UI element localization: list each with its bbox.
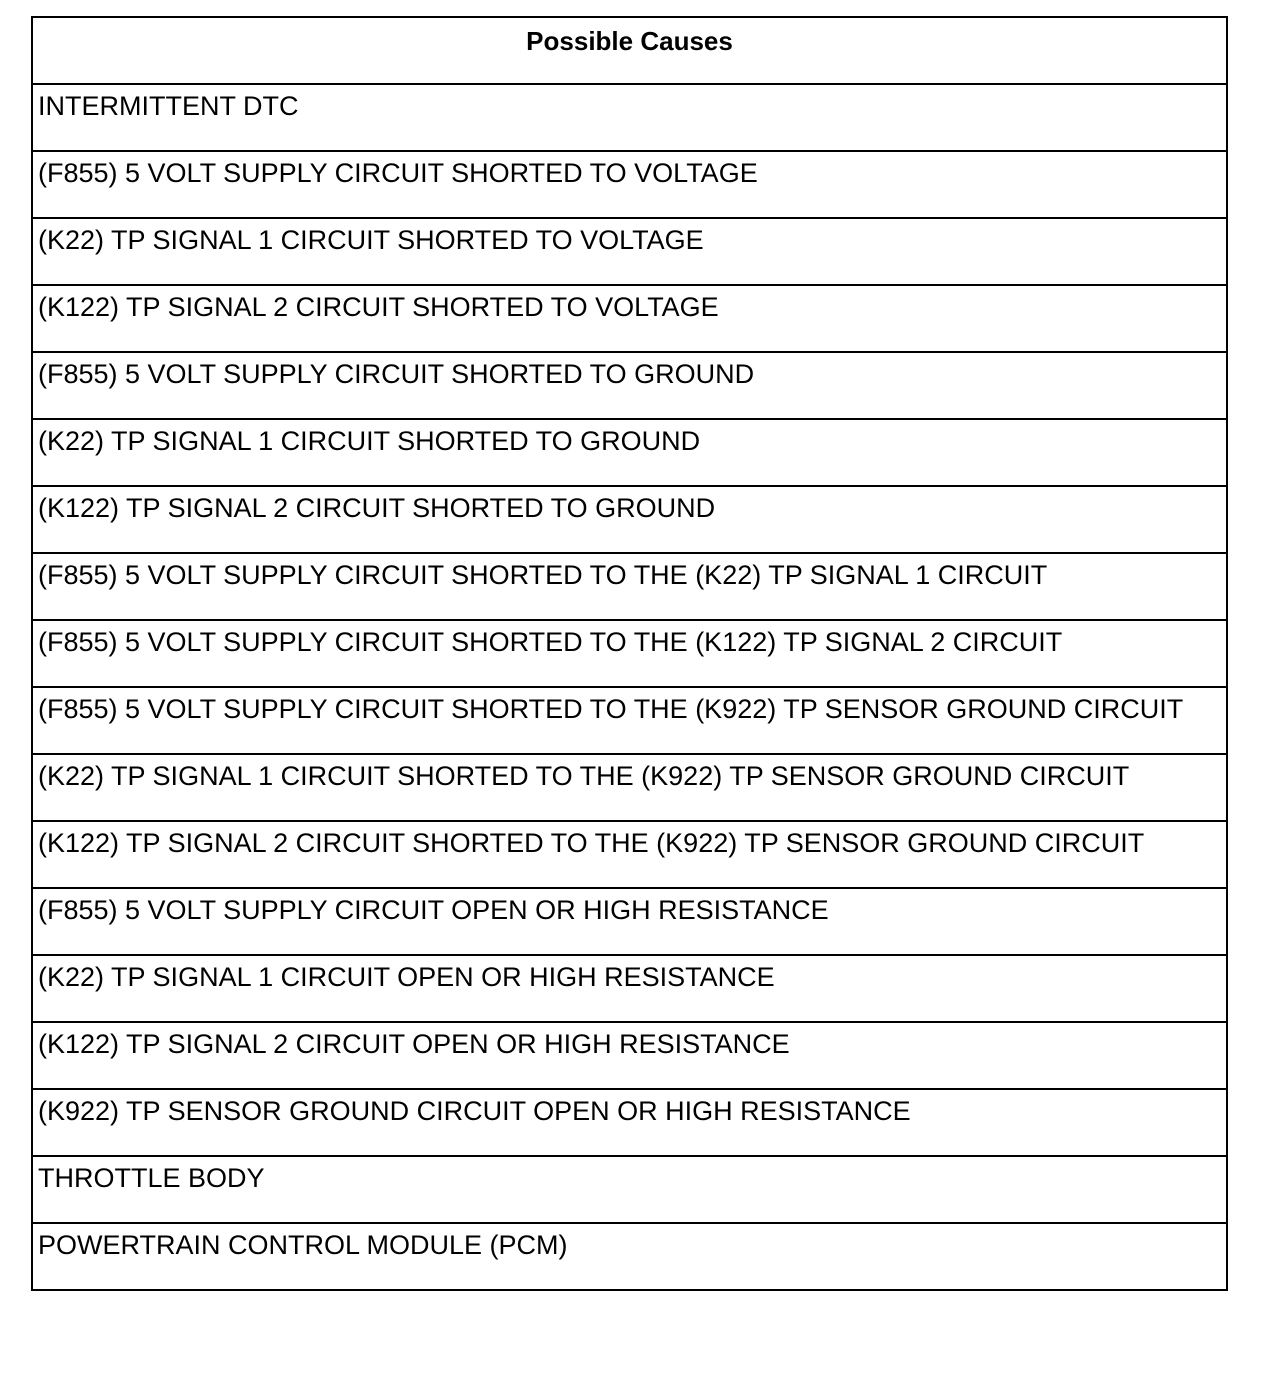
cause-cell: POWERTRAIN CONTROL MODULE (PCM): [32, 1223, 1227, 1290]
cause-cell: INTERMITTENT DTC: [32, 84, 1227, 151]
table-row: [32, 151, 1227, 218]
table-row: [32, 888, 1227, 955]
cause-cell: (K22) TP SIGNAL 1 CIRCUIT SHORTED TO THE (K922) TP SENSOR GROUND CIRCUIT: [32, 754, 1227, 821]
header-row: [32, 17, 1227, 84]
table-row: [32, 1223, 1227, 1290]
table-body: [32, 84, 1227, 1290]
cause-cell: (K22) TP SIGNAL 1 CIRCUIT SHORTED TO VOLTAGE: [32, 218, 1227, 285]
cause-cell: (K922) TP SENSOR GROUND CIRCUIT OPEN OR HIGH RESISTANCE: [32, 1089, 1227, 1156]
table-row: [32, 486, 1227, 553]
table-row: [32, 419, 1227, 486]
cause-cell: THROTTLE BODY: [32, 1156, 1227, 1223]
table-row: [32, 821, 1227, 888]
table-row: [32, 1022, 1227, 1089]
table-row: [32, 352, 1227, 419]
table-row: [32, 285, 1227, 352]
table-head: [32, 17, 1227, 84]
table-row: [32, 218, 1227, 285]
table-row: [32, 553, 1227, 620]
table-row: [32, 1156, 1227, 1223]
possible-causes-table: [31, 16, 1228, 1291]
table-row: [32, 955, 1227, 1022]
cause-cell: (K122) TP SIGNAL 2 CIRCUIT SHORTED TO GROUND: [32, 486, 1227, 553]
cause-cell: (K22) TP SIGNAL 1 CIRCUIT SHORTED TO GROUND: [32, 419, 1227, 486]
table-row: [32, 687, 1227, 754]
cause-cell: (F855) 5 VOLT SUPPLY CIRCUIT SHORTED TO VOLTAGE: [32, 151, 1227, 218]
table-row: [32, 1089, 1227, 1156]
cause-cell: (F855) 5 VOLT SUPPLY CIRCUIT SHORTED TO THE (K22) TP SIGNAL 1 CIRCUIT: [32, 553, 1227, 620]
cause-cell: (F855) 5 VOLT SUPPLY CIRCUIT SHORTED TO THE (K122) TP SIGNAL 2 CIRCUIT: [32, 620, 1227, 687]
cause-cell: (F855) 5 VOLT SUPPLY CIRCUIT SHORTED TO THE (K922) TP SENSOR GROUND CIRCUIT: [32, 687, 1227, 754]
cause-cell: (K122) TP SIGNAL 2 CIRCUIT SHORTED TO VOLTAGE: [32, 285, 1227, 352]
cause-cell: (F855) 5 VOLT SUPPLY CIRCUIT OPEN OR HIGH RESISTANCE: [32, 888, 1227, 955]
table-row: [32, 620, 1227, 687]
table-row: [32, 84, 1227, 151]
possible-causes-header: Possible Causes: [32, 17, 1227, 84]
cause-cell: (K122) TP SIGNAL 2 CIRCUIT SHORTED TO THE (K922) TP SENSOR GROUND CIRCUIT: [32, 821, 1227, 888]
table-row: [32, 754, 1227, 821]
cause-cell: (K22) TP SIGNAL 1 CIRCUIT OPEN OR HIGH RESISTANCE: [32, 955, 1227, 1022]
cause-cell: (F855) 5 VOLT SUPPLY CIRCUIT SHORTED TO GROUND: [32, 352, 1227, 419]
cause-cell: (K122) TP SIGNAL 2 CIRCUIT OPEN OR HIGH RESISTANCE: [32, 1022, 1227, 1089]
